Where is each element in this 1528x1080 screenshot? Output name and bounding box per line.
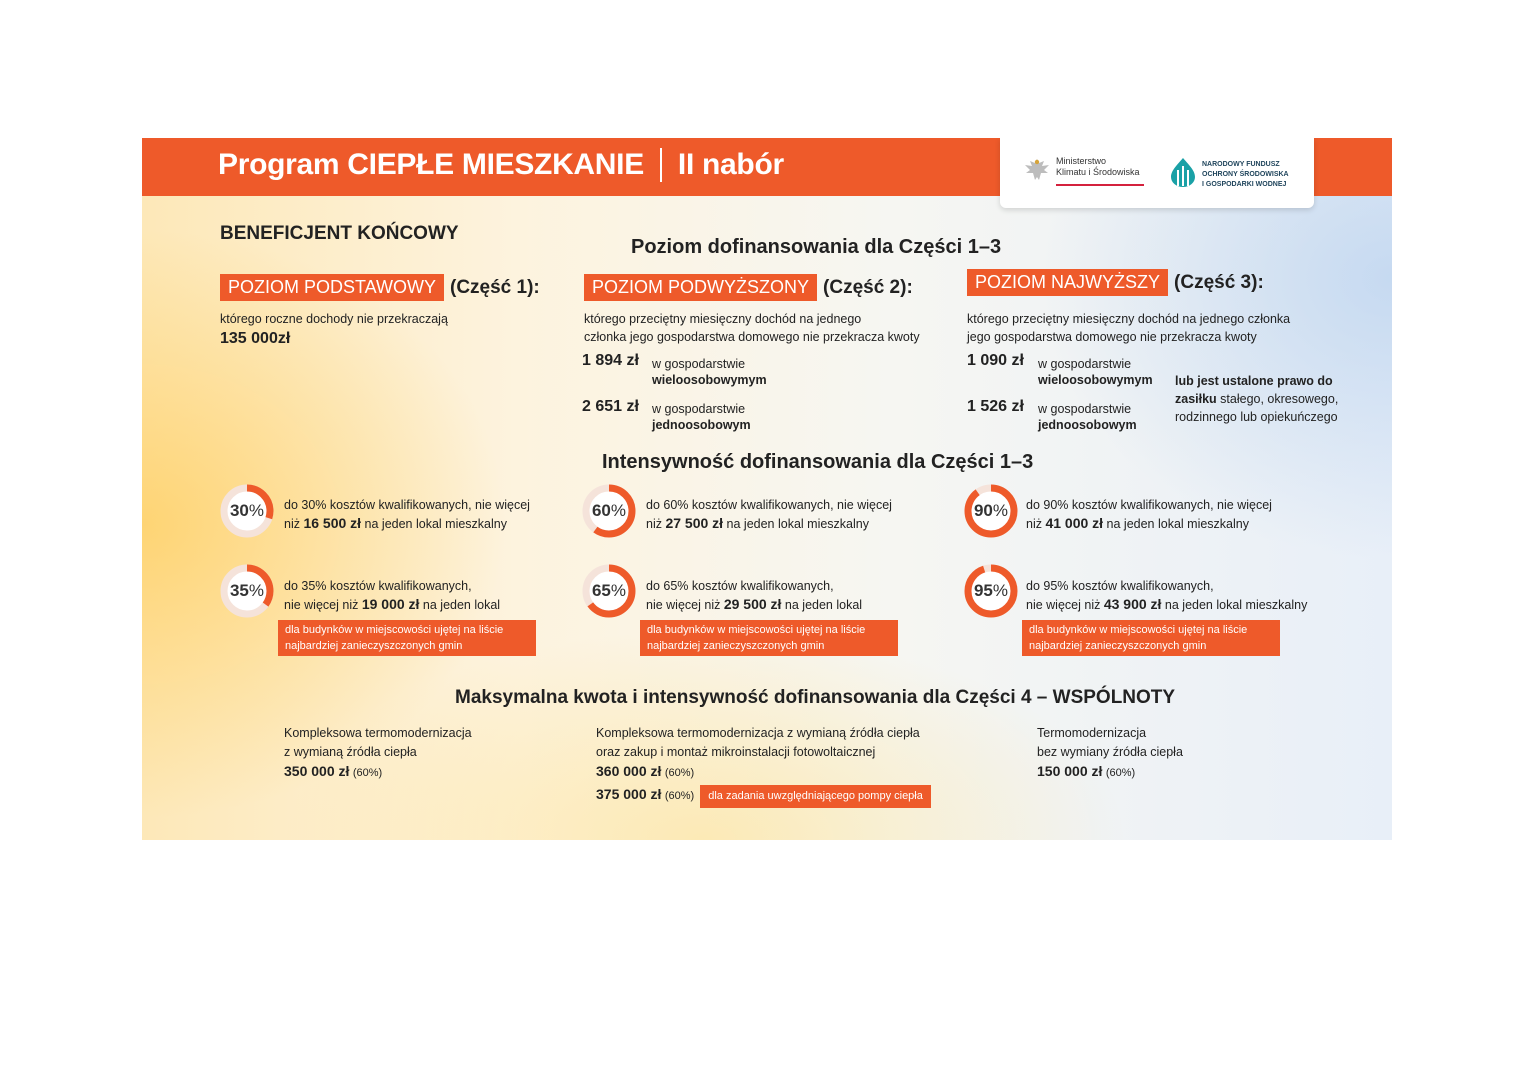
level-highest-allowance-note <box>1175 372 1338 426</box>
part4-option-complex-pv <box>596 724 931 808</box>
intensity-amount: 43 900 zł <box>1103 596 1162 612</box>
partner-logos <box>1000 138 1314 208</box>
note-line: w gospodarstwie <box>652 357 746 371</box>
program-title-round: II nabór <box>677 148 784 181</box>
percentage-label <box>581 483 637 539</box>
option-line2: z wymianą źródła ciepła <box>284 745 417 759</box>
percentage-label <box>963 563 1019 619</box>
allowance-line2-bold: zasiłku <box>1175 392 1217 406</box>
intensity-text-90 <box>1026 496 1272 533</box>
note-line-bold: wieloosobowymym <box>652 373 767 387</box>
intensity-amount: 16 500 zł <box>303 515 362 531</box>
intensity-line: do 95% kosztów kwalifikowanych, <box>1026 579 1214 593</box>
option-line1: Termomodernizacja <box>1037 726 1147 740</box>
level-raised-header <box>584 274 913 301</box>
option-line1: Kompleksowa termomodernizacja z wymianą źródła ciepła <box>596 726 920 740</box>
level-highest-amount-multi: 1 090 zł <box>967 352 1024 369</box>
percentage-label <box>581 563 637 619</box>
level-raised-desc-line2: członka jego gospodarstwa domowego nie przekracza kwoty <box>584 330 920 344</box>
ministry-logo <box>1022 154 1150 194</box>
program-title <box>218 148 784 182</box>
polluted-municipalities-note <box>1022 620 1280 656</box>
percentage-number: 65 <box>591 581 611 600</box>
polluted-municipalities-note <box>640 620 898 656</box>
percentage-number: 35 <box>229 581 249 600</box>
intensity-post: na jeden lokal mieszkalny <box>361 517 507 531</box>
percentage-number: 60 <box>591 501 611 520</box>
level-highest-amount-single-note <box>1038 401 1137 433</box>
level-raised-amount-single: 2 651 zł <box>582 398 639 415</box>
intensity-post: na jeden lokal mieszkalny <box>1161 598 1308 612</box>
percentage-label <box>219 483 275 539</box>
levels-heading: Poziom dofinansowania dla Części 1–3 <box>631 236 1002 258</box>
intensity-pre: nie więcej niż <box>284 598 362 612</box>
percentage-label <box>219 563 275 619</box>
option-amount: 350 000 zł <box>284 763 350 779</box>
level-highest-desc-line2: jego gospodarstwa domowego nie przekracza kwoty <box>967 330 1257 344</box>
intensity-pre: niż <box>646 517 666 531</box>
intensity-line: do 65% kosztów kwalifikowanych, <box>646 579 834 593</box>
intensity-pre: nie więcej niż <box>1026 598 1104 612</box>
nfosigw-name-line1: NARODOWY FUNDUSZ <box>1202 161 1280 168</box>
intensity-ring-30 <box>219 483 275 539</box>
part4-heading: Maksymalna kwota i intensywność dofinansowania dla Części 4 – WSPÓLNOTY <box>455 687 1176 708</box>
intensity-amount: 27 500 zł <box>665 515 724 531</box>
intensity-ring-60 <box>581 483 637 539</box>
note-line1: dla budynków w miejscowości ujętej na liście <box>647 624 866 636</box>
intensity-post: na jeden lokal <box>419 598 501 612</box>
intensity-line: do 30% kosztów kwalifikowanych, nie więcej <box>284 498 530 512</box>
intensity-amount: 41 000 zł <box>1045 515 1104 531</box>
note-line-bold: wieloosobowymym <box>1038 373 1153 387</box>
title-separator <box>660 148 662 182</box>
percentage-sign: % <box>610 501 627 520</box>
note-line2: najbardziej zanieczyszczonych gmin <box>1029 640 1207 652</box>
option-amount: 360 000 zł <box>596 763 662 779</box>
level-basic-header <box>220 274 540 301</box>
option-line1: Kompleksowa termomodernizacja <box>284 726 472 740</box>
level-highest-part: (Część 3): <box>1174 272 1264 293</box>
intensity-ring-65 <box>581 563 637 619</box>
intensity-text-95 <box>1026 577 1307 614</box>
intensity-line: do 60% kosztów kwalifikowanych, nie więcej <box>646 498 892 512</box>
heat-pump-note: dla zadania uwzględniającego pompy ciepła <box>700 785 931 808</box>
water-drop-icon <box>1168 156 1198 188</box>
intensity-heading: Intensywność dofinansowania dla Części 1–3 <box>602 451 1034 473</box>
note-line-bold: jednoosobowym <box>1038 418 1137 432</box>
intensity-ring-35 <box>219 563 275 619</box>
intensity-line: do 35% kosztów kwalifikowanych, <box>284 579 472 593</box>
level-highest-amount-single: 1 526 zł <box>967 398 1024 415</box>
intensity-post: na jeden lokal mieszkalny <box>723 517 869 531</box>
intensity-text-65 <box>646 577 862 614</box>
nfosigw-name <box>1202 160 1289 190</box>
allowance-line3: rodzinnego lub opiekuńczego <box>1175 410 1338 424</box>
note-line: w gospodarstwie <box>652 402 746 416</box>
percentage-number: 30 <box>229 501 249 520</box>
nfosigw-logo <box>1168 156 1308 196</box>
level-basic-part: (Część 1): <box>450 277 540 298</box>
level-raised-part: (Część 2): <box>823 277 913 298</box>
option-line2: oraz zakup i montaż mikroinstalacji fotowoltaicznej <box>596 745 876 759</box>
ministry-name-line2: Klimatu i Środowiska <box>1056 167 1140 177</box>
level-raised-tag: POZIOM PODWYŻSZONY <box>584 274 817 301</box>
part4-option-basic <box>1037 724 1183 783</box>
level-raised-amount-multi: 1 894 zł <box>582 352 639 369</box>
level-highest-header <box>967 269 1264 296</box>
percentage-sign: % <box>610 581 627 600</box>
allowance-line2-rest: stałego, okresowego, <box>1216 392 1339 406</box>
infographic-poster <box>142 138 1392 840</box>
beneficiary-heading: BENEFICJENT KOŃCOWY <box>220 223 459 244</box>
intensity-text-30 <box>284 496 530 533</box>
level-raised-desc <box>584 310 920 346</box>
option-line2: bez wymiany źródła ciepła <box>1037 745 1183 759</box>
level-highest-tag: POZIOM NAJWYŻSZY <box>967 269 1168 296</box>
intensity-pre: nie więcej niż <box>646 598 724 612</box>
intensity-post: na jeden lokal <box>781 598 863 612</box>
polluted-municipalities-note <box>278 620 536 656</box>
percentage-sign: % <box>992 501 1009 520</box>
percentage-label <box>963 483 1019 539</box>
program-title-name: Program CIEPŁE MIESZKANIE <box>218 148 644 181</box>
nfosigw-name-line2: OCHRONY ŚRODOWISKA <box>1202 171 1289 178</box>
note-line: w gospodarstwie <box>1038 357 1132 371</box>
eagle-emblem-icon <box>1022 156 1052 186</box>
level-highest-desc-line1: którego przeciętny miesięczny dochód na jednego członka <box>967 312 1291 326</box>
level-highest-desc <box>967 310 1290 346</box>
percentage-sign: % <box>248 501 265 520</box>
note-line2: najbardziej zanieczyszczonych gmin <box>647 640 825 652</box>
ministry-name-line1: Ministerstwo <box>1056 156 1107 166</box>
note-line1: dla budynków w miejscowości ujętej na liście <box>1029 624 1248 636</box>
level-raised-amount-single-note <box>652 401 751 433</box>
intensity-post: na jeden lokal mieszkalny <box>1103 517 1249 531</box>
part4-option-complex <box>284 724 472 783</box>
option-amount: 150 000 zł <box>1037 763 1103 779</box>
level-raised-amount-multi-note <box>652 356 767 388</box>
intensity-pre: niż <box>1026 517 1046 531</box>
level-basic-tag: POZIOM PODSTAWOWY <box>220 274 444 301</box>
note-line: w gospodarstwie <box>1038 402 1132 416</box>
intensity-amount: 29 500 zł <box>723 596 782 612</box>
option-pct-heatpump: (60%) <box>664 790 695 802</box>
level-basic-desc: którego roczne dochody nie przekraczają <box>220 312 448 326</box>
option-pct: (60%) <box>664 767 695 779</box>
intensity-pre: niż <box>284 517 304 531</box>
percentage-number: 95 <box>973 581 993 600</box>
intensity-line: do 90% kosztów kwalifikowanych, nie więcej <box>1026 498 1272 512</box>
intensity-amount: 19 000 zł <box>361 596 420 612</box>
level-raised-desc-line1: którego przeciętny miesięczny dochód na jednego <box>584 312 862 326</box>
note-line-bold: jednoosobowym <box>652 418 751 432</box>
note-line1: dla budynków w miejscowości ujętej na liście <box>285 624 504 636</box>
ministry-underline <box>1056 184 1144 186</box>
percentage-sign: % <box>248 581 265 600</box>
nfosigw-name-line3: I GOSPODARKI WODNEJ <box>1202 181 1287 188</box>
option-amount-heatpump: 375 000 zł <box>596 786 662 802</box>
level-basic-amount: 135 000zł <box>220 330 291 347</box>
intensity-ring-90 <box>963 483 1019 539</box>
intensity-ring-95 <box>963 563 1019 619</box>
option-pct: (60%) <box>1105 767 1136 779</box>
intensity-text-60 <box>646 496 892 533</box>
note-line2: najbardziej zanieczyszczonych gmin <box>285 640 463 652</box>
intensity-text-35 <box>284 577 500 614</box>
level-highest-amount-multi-note <box>1038 356 1153 388</box>
percentage-sign: % <box>992 581 1009 600</box>
percentage-number: 90 <box>973 501 993 520</box>
option-pct: (60%) <box>352 767 383 779</box>
allowance-line1: lub jest ustalone prawo do <box>1175 374 1333 388</box>
ministry-name <box>1056 156 1140 178</box>
